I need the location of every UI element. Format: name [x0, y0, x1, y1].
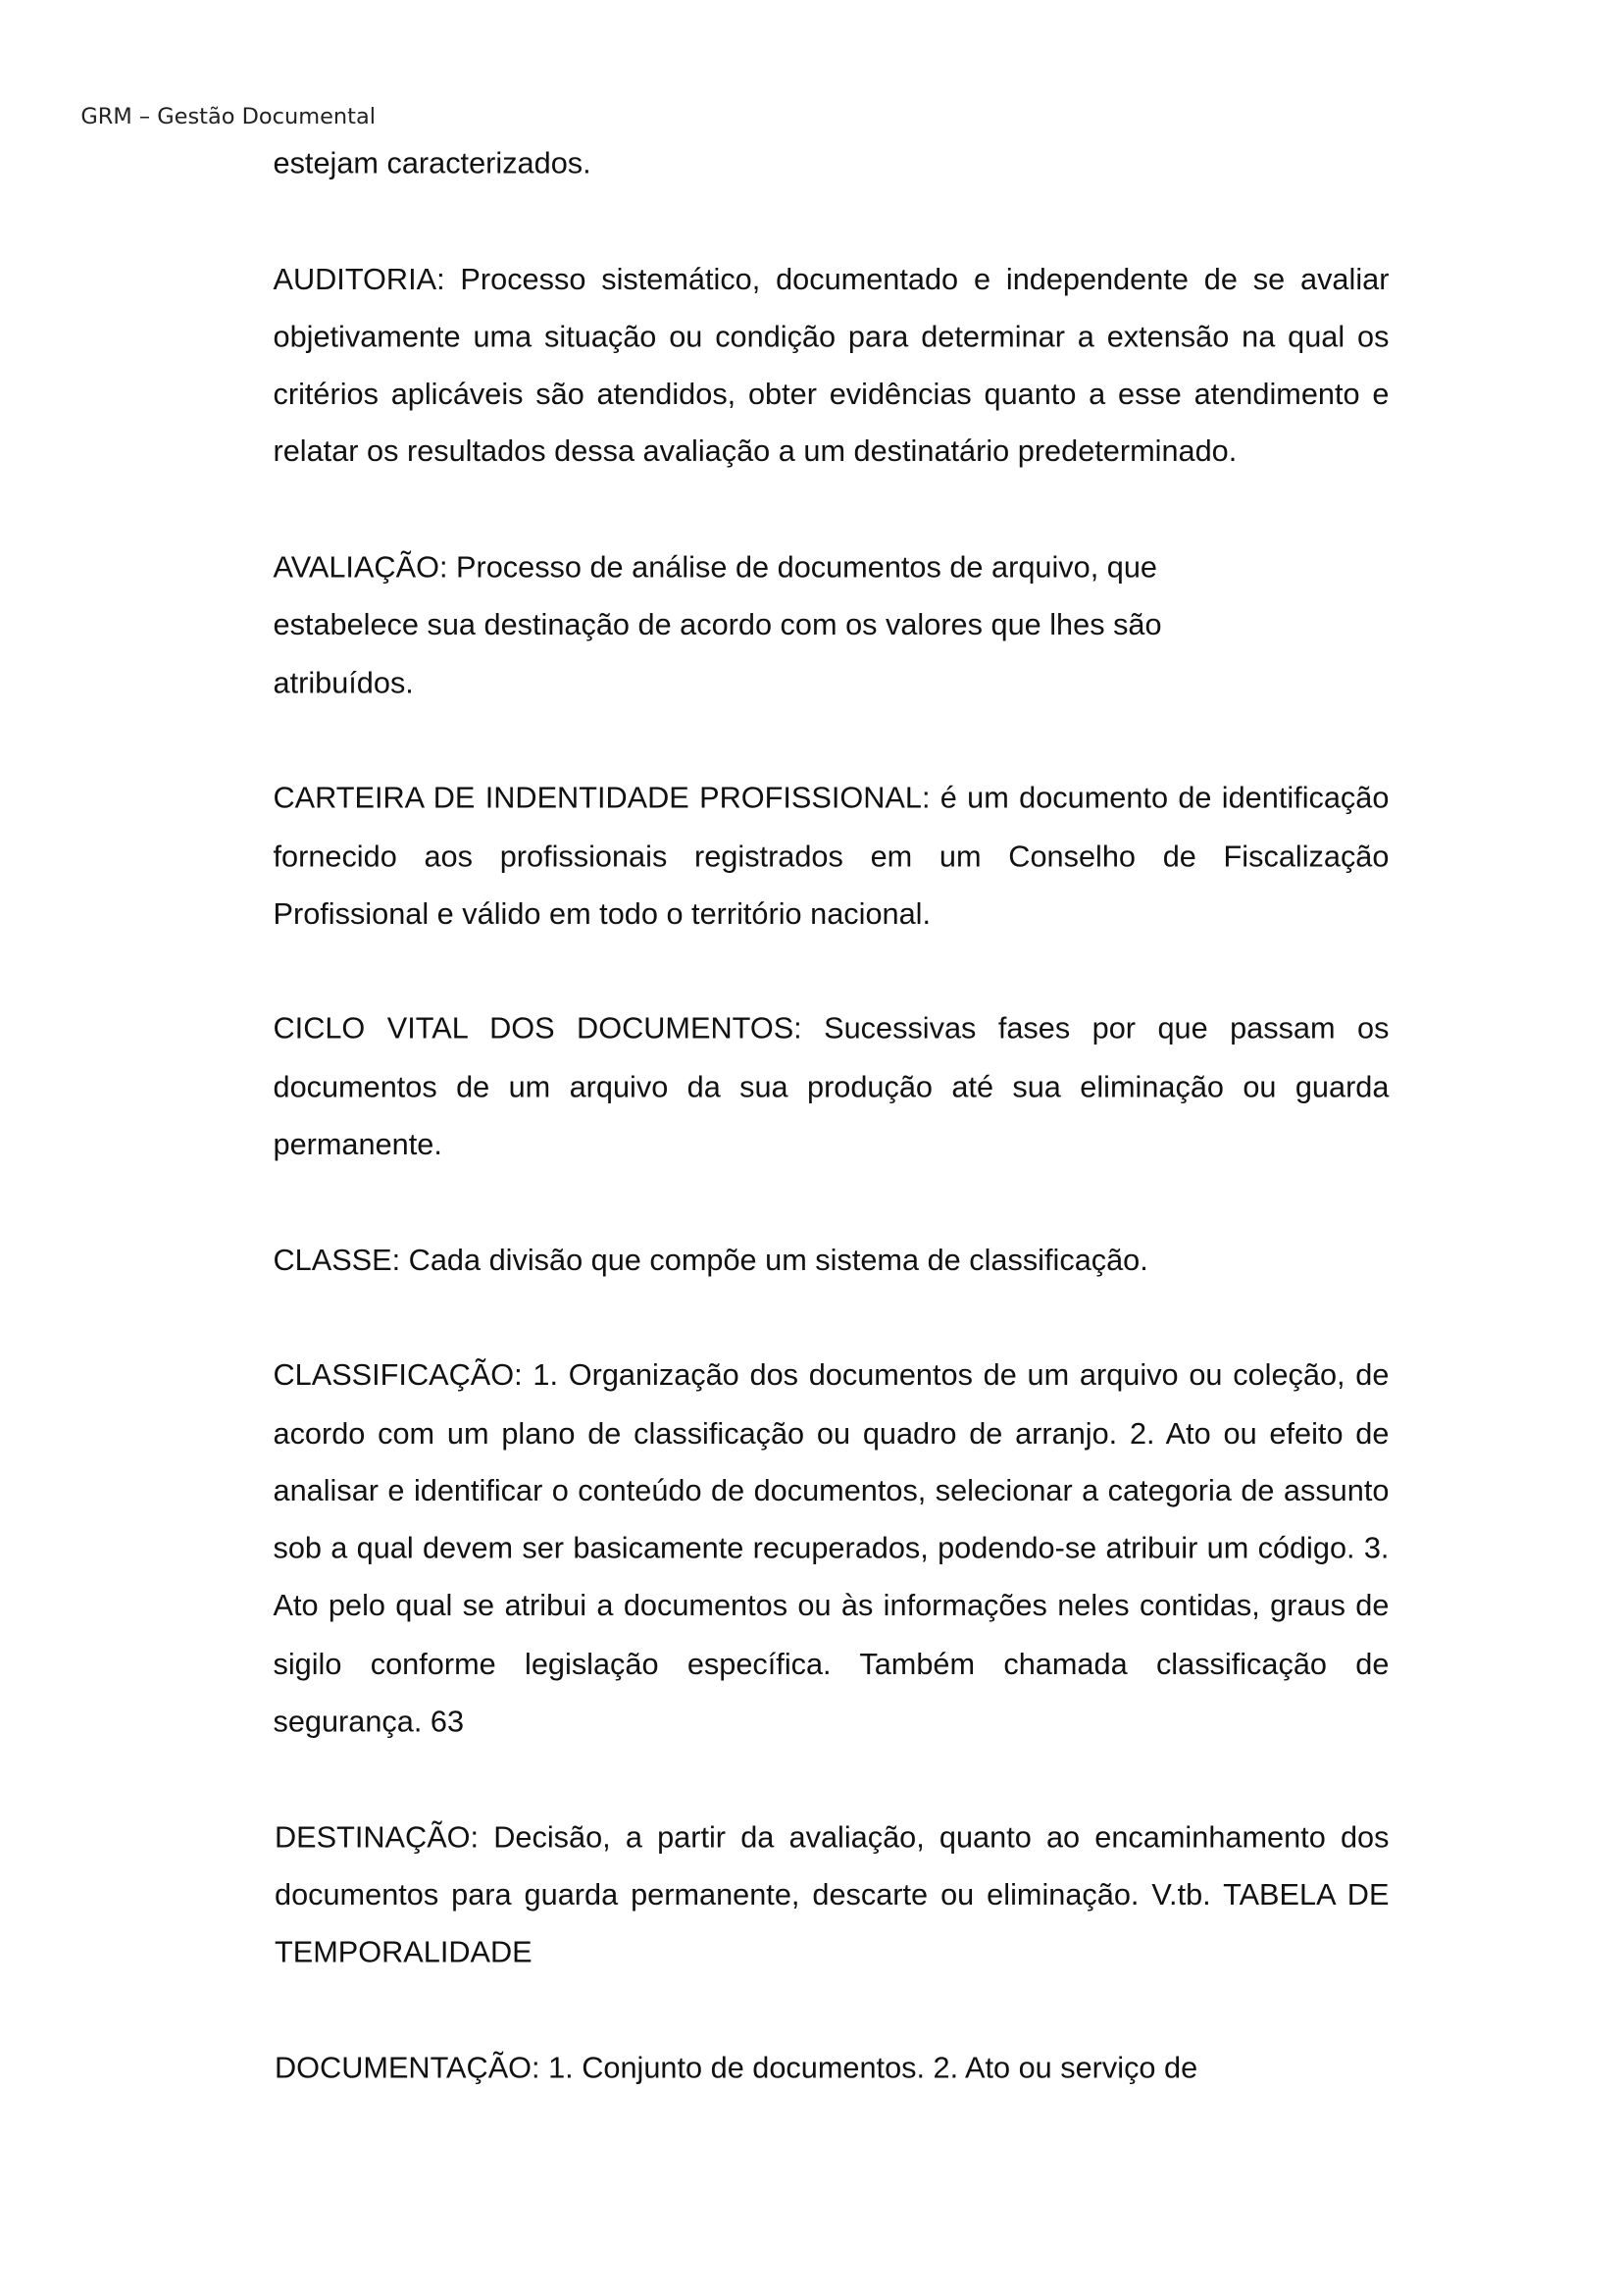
paragraph-classe: CLASSE: Cada divisão que compõe um sistema de classificação.: [273, 1243, 1148, 1278]
paragraph-auditoria: AUDITORIA: Processo sistemático, documentado e independente de se avaliar objetivamente uma situação ou condição para determinar a extensão na qual os critérios aplicáveis são atendidos, obter evidências quanto a esse atendimento e relatar os resultados dessa avaliação a um destinatário predeterminado.: [273, 262, 1390, 470]
paragraph-carteira: CARTEIRA DE INDENTIDADE PROFISSIONAL: é um documento de identificação fornecido aos profissionais registrados em um Conselho de Fiscalização Profissional e válido em todo o território nacional.: [273, 781, 1390, 932]
paragraph-classificacao: CLASSIFICAÇÃO: 1. Organização dos documentos de um arquivo ou coleção, de acordo com um plano de classificação ou quadro de arranjo. 2. Ato ou efeito de analisar e identificar o conteúdo de documentos, selecionar a categoria de assunto sob a qual devem ser basicamente recuperados, podendo-se atribuir um código. 3. Ato pelo qual se atribui a documentos ou às informações neles contidas, graus de sigilo conforme legislação específica. Também chamada classificação de segurança. 63: [273, 1358, 1390, 1739]
paragraph-continuation: estejam caracterizados.: [273, 146, 591, 181]
glossary-body: [273, 135, 1389, 2098]
paragraph-destinacao: DESTINAÇÃO: Decisão, a partir da avaliação, quanto ao encaminhamento dos documentos para guarda permanente, descarte ou eliminação. V.tb. TABELA DE TEMPORALIDADE: [274, 1820, 1390, 1970]
paragraph-documentacao: DOCUMENTAÇÃO: 1. Conjunto de documentos. 2. Ato ou serviço de: [274, 2051, 1198, 2085]
running-header: GRM – Gestão Documental: [80, 102, 376, 129]
paragraph-avaliacao: AVALIAÇÃO: Processo de análise de documentos de arquivo, que estabelece sua destinação de acordo com os valores que lhes são atribuídos.: [273, 550, 1162, 700]
paragraph-ciclo-vital: CICLO VITAL DOS DOCUMENTOS: Sucessivas fases por que passam os documentos de um arquivo da sua produção até sua eliminação ou guarda permanente.: [273, 1012, 1390, 1162]
